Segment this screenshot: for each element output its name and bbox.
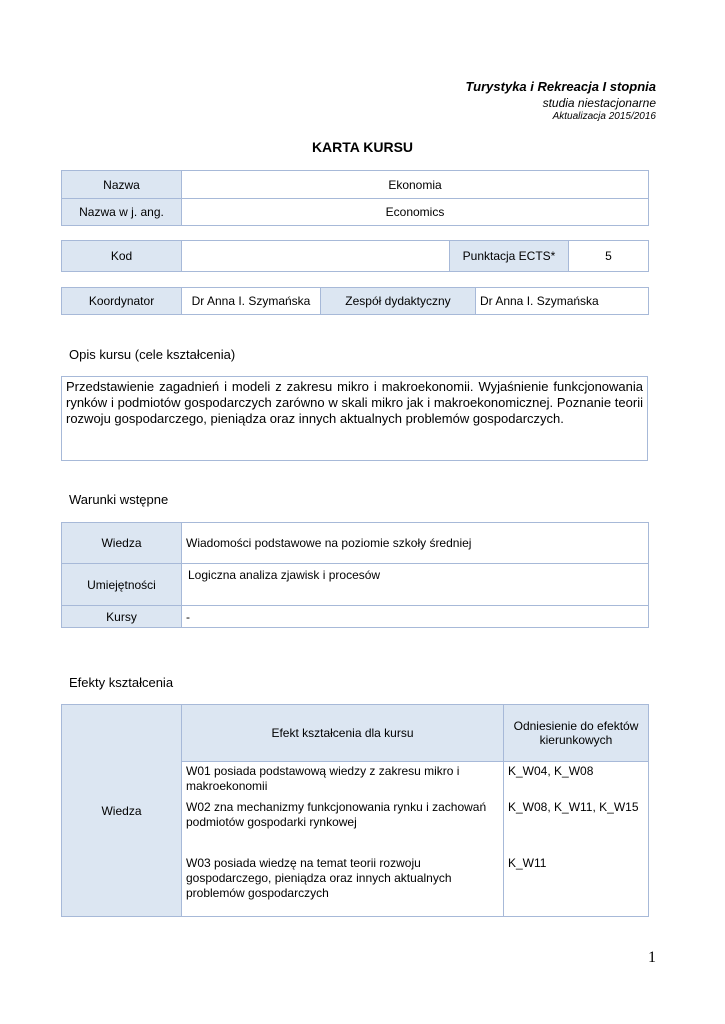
prereq-knowledge-label: Wiedza	[62, 523, 182, 564]
description-text: Przedstawienie zagadnień i modeli z zakresu mikro i makroekonomii. Wyjaśnienie funkcjonowania rynków i podmiotów gospodarczych zarówno w skali mikro jak i makroekonomicznej. Poznanie teorii rozwoju gospodarczego, pieniądza oraz innych aktualnych problemów gospodarczych.	[61, 376, 648, 461]
ects-value: 5	[569, 241, 649, 272]
outcomes-col-effect: Efekt kształcenia dla kursu	[182, 705, 504, 762]
code-label: Kod	[62, 241, 182, 272]
outcome-ref-w01: K_W04, K_W08	[508, 764, 594, 778]
outcomes-heading: Efekty kształcenia	[69, 675, 174, 690]
name-value: Ekonomia	[182, 171, 649, 199]
prereq-skills-label: Umiejętności	[62, 564, 182, 606]
name-en-value: Economics	[182, 199, 649, 226]
outcomes-table	[61, 704, 649, 917]
prerequisites-heading: Warunki wstępne	[69, 492, 169, 507]
prerequisites-table	[61, 522, 649, 628]
outcomes-effects-cell	[182, 762, 504, 917]
description-heading: Opis kursu (cele kształcenia)	[69, 347, 236, 362]
study-mode: studia niestacjonarne	[542, 96, 656, 110]
ects-label: Punktacja ECTS*	[450, 241, 569, 272]
prereq-courses-label: Kursy	[62, 606, 182, 628]
outcomes-col-reference: Odniesienie do efektów kierunkowych	[504, 705, 649, 762]
code-value	[182, 241, 450, 272]
outcomes-references-cell	[504, 762, 649, 917]
outcome-effect-w02: W02 zna mechanizmy funkcjonowania rynku i zachowań podmiotów gospodarki rynkowej	[186, 800, 487, 829]
update-info: Aktualizacja 2015/2016	[552, 111, 656, 122]
page-number: 1	[648, 949, 656, 966]
prereq-knowledge-value: Wiadomości podstawowe na poziomie szkoły średniej	[182, 523, 649, 564]
name-en-label: Nazwa w j. ang.	[62, 199, 182, 226]
team-label: Zespół dydaktyczny	[321, 288, 476, 315]
team-value: Dr Anna I. Szymańska	[476, 288, 649, 315]
name-label: Nazwa	[62, 171, 182, 199]
coordinator-label: Koordynator	[62, 288, 182, 315]
outcome-effect-w03: W03 posiada wiedzę na temat teorii rozwoju gospodarczego, pieniądza oraz innych aktualnych problemów gospodarczych	[186, 856, 452, 900]
prereq-courses-value: -	[182, 606, 649, 628]
page-title: KARTA KURSU	[311, 139, 414, 155]
coordinator-value: Dr Anna I. Szymańska	[182, 288, 321, 315]
prereq-skills-value: Logiczna analiza zjawisk i procesów	[182, 564, 649, 606]
outcome-ref-w03: K_W11	[508, 856, 547, 870]
name-table	[61, 170, 649, 226]
outcome-effect-w01: W01 posiada podstawową wiedzy z zakresu mikro i makroekonomii	[186, 764, 460, 793]
program-name: Turystyka i Rekreacja I stopnia	[465, 79, 656, 94]
coordinator-table	[61, 287, 649, 315]
outcome-ref-w02: K_W08, K_W11, K_W15	[508, 800, 639, 814]
code-table	[61, 240, 649, 272]
outcomes-category: Wiedza	[62, 705, 182, 917]
